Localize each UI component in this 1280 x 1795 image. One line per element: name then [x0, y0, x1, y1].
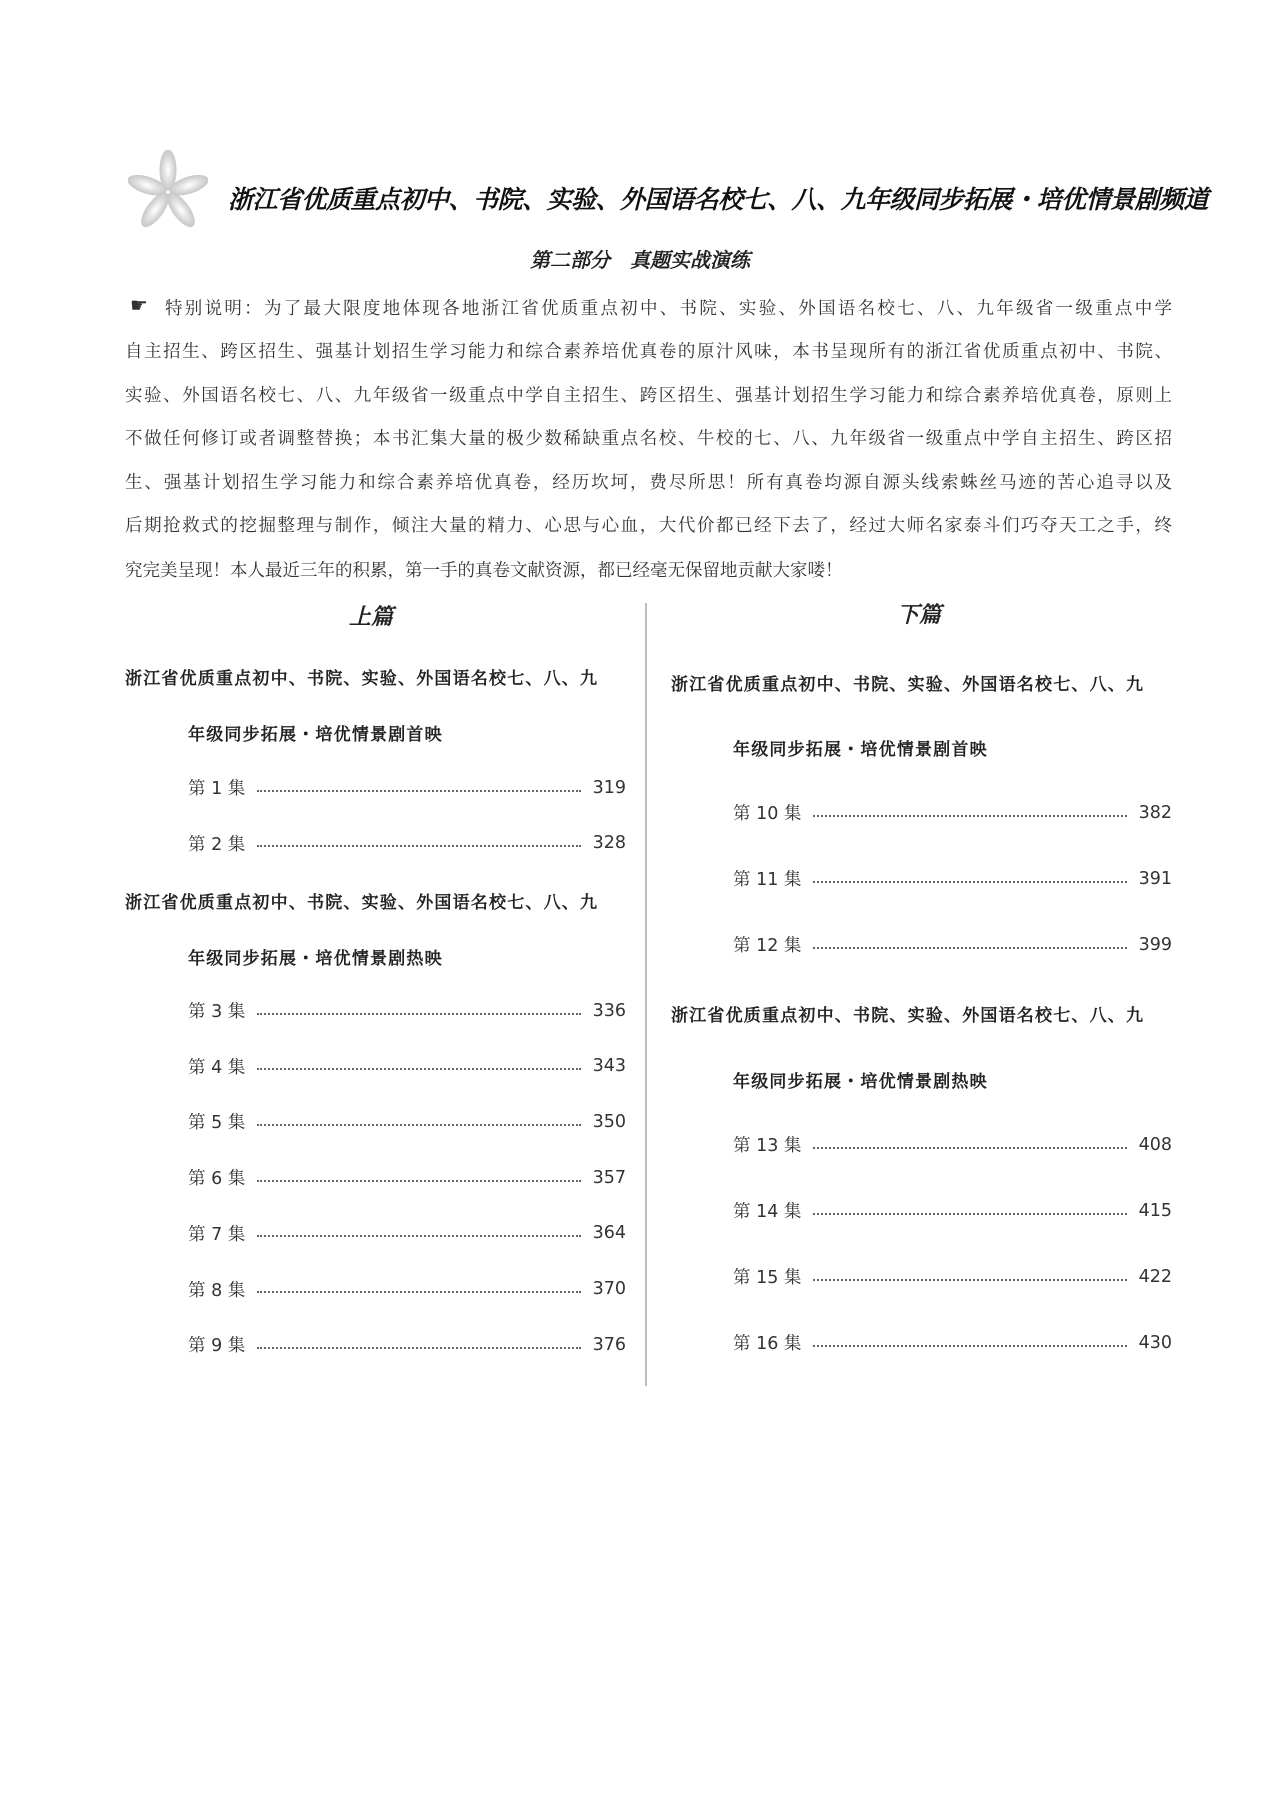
- section-heading: 浙江省优质重点初中、书院、实验、外国语名校七、八、九: [125, 669, 599, 689]
- page-number: 391: [1138, 868, 1172, 889]
- dot-leader: [813, 1345, 1126, 1347]
- entry-label: 第 14 集: [733, 1202, 802, 1222]
- notice-line: [130, 293, 1172, 320]
- page-number: 336: [592, 1000, 626, 1021]
- page-number: 343: [592, 1056, 626, 1077]
- dot-leader: [813, 1279, 1126, 1281]
- part-label-right: 下篇: [896, 603, 942, 628]
- section-heading: 浙江省优质重点初中、书院、实验、外国语名校七、八、九: [125, 893, 599, 913]
- toc-entry[interactable]: [188, 1165, 626, 1190]
- page-number: 415: [1138, 1200, 1172, 1221]
- page-number: 430: [1138, 1332, 1172, 1353]
- toc-entry[interactable]: [188, 1332, 626, 1357]
- entry-label: 第 15 集: [733, 1268, 802, 1288]
- toc-entry[interactable]: [188, 775, 626, 800]
- section-heading: 浙江省优质重点初中、书院、实验、外国语名校七、八、九: [671, 1006, 1145, 1026]
- entry-label: 第 7 集: [188, 1224, 246, 1245]
- page-number: 382: [1138, 802, 1172, 823]
- page-number: 328: [592, 833, 626, 854]
- notice-line: [125, 512, 1172, 537]
- toc-entry[interactable]: [188, 1054, 626, 1079]
- notice-text: 自主招生、跨区招生、强基计划招生学习能力和综合素养培优真卷的原汁风味，本书呈现所有的浙江省优质重点初中、书院、: [125, 342, 1172, 362]
- dot-leader: [257, 1291, 580, 1293]
- toc-entry[interactable]: [733, 1330, 1172, 1355]
- notice-text: 特别说明：为了最大限度地体现各地浙江省优质重点初中、书院、实验、外国语名校七、八、九年级省一级重点中学: [165, 299, 1172, 319]
- notice-line: [125, 469, 1172, 494]
- entry-label: 第 2 集: [188, 834, 246, 855]
- toc-entry[interactable]: [188, 1277, 626, 1302]
- section-heading: 浙江省优质重点初中、书院、实验、外国语名校七、八、九: [671, 675, 1145, 695]
- toc-entry[interactable]: [188, 998, 626, 1023]
- section-heading: 年级同步拓展・培优情景剧热映: [188, 949, 443, 969]
- notice-text: 不做任何修订或者调整替换；本书汇集大量的极少数稀缺重点名校、牛校的七、八、九年级省一级重点中学自主招生、跨区招: [125, 429, 1172, 449]
- page-number: 319: [592, 777, 626, 798]
- page-number: 422: [1138, 1266, 1172, 1287]
- pointing-hand-icon: ☛: [130, 293, 148, 317]
- page-number: 376: [592, 1334, 626, 1355]
- page-number: 357: [592, 1167, 626, 1188]
- toc-entry[interactable]: [733, 932, 1172, 957]
- part-label-left: 上篇: [348, 605, 394, 630]
- toc-entry[interactable]: [188, 1221, 626, 1246]
- dot-leader: [257, 1180, 580, 1182]
- dot-leader: [813, 815, 1126, 817]
- toc-entry[interactable]: [733, 866, 1172, 891]
- section-heading: 年级同步拓展・培优情景剧热映: [733, 1072, 988, 1092]
- notice-text: 究完美呈现！本人最近三年的积累，第一手的真卷文献资源，都已经毫无保留地贡献大家喽！: [125, 561, 843, 581]
- dot-leader: [257, 1235, 580, 1237]
- toc-entry[interactable]: [733, 1264, 1172, 1289]
- dot-leader: [257, 1068, 580, 1070]
- flower-icon: [128, 150, 208, 230]
- toc-entry[interactable]: [188, 831, 626, 856]
- notice-line: [125, 338, 1172, 363]
- entry-label: 第 10 集: [733, 804, 802, 824]
- dot-leader: [813, 947, 1126, 949]
- page-number: 350: [592, 1111, 626, 1132]
- notice-text: 后期抢救式的挖掘整理与制作，倾注大量的精力、心思与心血，大代价都已经下去了，经过大师名家泰斗们巧夺天工之手，终: [125, 516, 1172, 536]
- entry-label: 第 6 集: [188, 1169, 246, 1190]
- page-number: 399: [1138, 934, 1172, 955]
- toc-entry[interactable]: [733, 1198, 1172, 1223]
- dot-leader: [257, 1124, 580, 1126]
- dot-leader: [257, 790, 580, 792]
- entry-label: 第 9 集: [188, 1336, 246, 1357]
- notice-line: [125, 382, 1172, 407]
- entry-label: 第 11 集: [733, 870, 802, 890]
- entry-label: 第 5 集: [188, 1113, 246, 1134]
- column-divider: [645, 603, 647, 1386]
- dot-leader: [257, 1013, 580, 1015]
- toc-entry[interactable]: [733, 1132, 1172, 1157]
- page-number: 364: [592, 1223, 626, 1244]
- page-title: 浙江省优质重点初中、书院、实验、外国语名校七、八、九年级同步拓展・培优情景剧频道: [228, 185, 1209, 214]
- entry-label: 第 3 集: [188, 1002, 246, 1022]
- entry-label: 第 8 集: [188, 1280, 246, 1301]
- section-subtitle: 第二部分 真题实战演练: [530, 248, 750, 272]
- notice-line: [125, 425, 1172, 450]
- dot-leader: [257, 845, 580, 847]
- section-heading: 年级同步拓展・培优情景剧首映: [188, 725, 443, 745]
- notice-line: [125, 557, 1172, 582]
- entry-label: 第 16 集: [733, 1334, 802, 1354]
- page-number: 408: [1138, 1134, 1172, 1155]
- toc-entry[interactable]: [188, 1109, 626, 1134]
- notice-text: 生、强基计划招生学习能力和综合素养培优真卷，经历坎坷，费尽所思！所有真卷均源自源头线索蛛丝马迹的苦心追寻以及: [125, 473, 1172, 493]
- section-heading: 年级同步拓展・培优情景剧首映: [733, 740, 988, 760]
- dot-leader: [257, 1347, 580, 1349]
- dot-leader: [813, 881, 1126, 883]
- toc-entry[interactable]: [733, 800, 1172, 825]
- entry-label: 第 1 集: [188, 779, 246, 799]
- dot-leader: [813, 1147, 1126, 1149]
- page-number: 370: [592, 1279, 626, 1299]
- notice-text: 实验、外国语名校七、八、九年级省一级重点中学自主招生、跨区招生、强基计划招生学习能力和综合素养培优真卷，原则上: [125, 386, 1172, 406]
- entry-label: 第 13 集: [733, 1136, 802, 1156]
- entry-label: 第 12 集: [733, 936, 802, 956]
- dot-leader: [813, 1213, 1126, 1215]
- entry-label: 第 4 集: [188, 1057, 246, 1078]
